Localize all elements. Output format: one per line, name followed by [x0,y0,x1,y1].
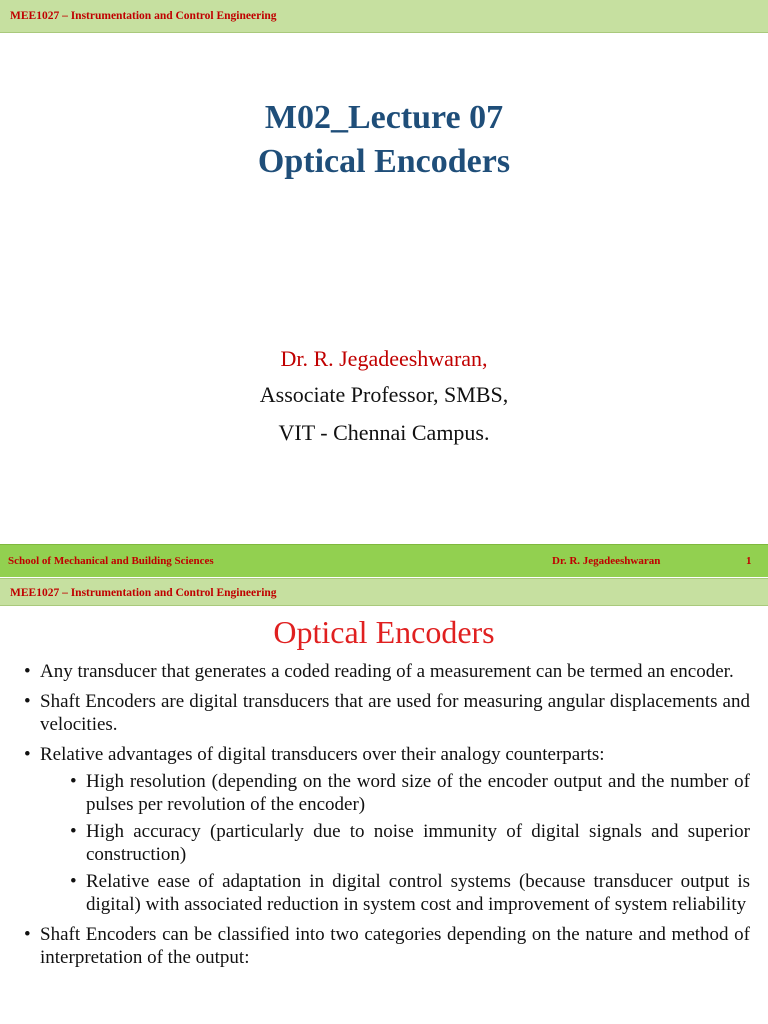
sub-bullet-item: • High accuracy (particularly due to noise immunity of digital signals and superior construction) [68,820,750,866]
lecture-title: M02_Lecture 07 [264,99,504,136]
bullet-item [22,743,750,916]
sub-bullet-item: • Relative ease of adaptation in digital control systems (because transducer output is digital) with associated reduction in system cost and improvement of system reliability [68,870,750,916]
sub-bullet-list [40,770,750,916]
slide-heading: Optical Encoders [273,614,495,650]
sub-bullet-item: • High resolution (depending on the word size of the encoder output and the number of pulses per revolution of the encoder) [68,770,750,816]
bullet-item: • Shaft Encoders can be classified into two categories depending on the nature and method of interpretation of the output: [22,923,750,969]
slide-footer [0,544,768,577]
page-number: 1 [746,555,752,567]
bullet-item: • Shaft Encoders are digital transducers that are used for measuring angular displacements and velocities. [22,690,750,736]
author-role: Associate Professor, SMBS, [259,382,509,407]
footer-school: School of Mechanical and Building Sciences [8,555,214,567]
bullet-list [22,660,750,976]
author-campus: VIT - Chennai Campus. [278,420,490,445]
lecture-subtitle: Optical Encoders [257,143,511,180]
slide-header: MEE1027 – Instrumentation and Control Engineering [0,0,768,33]
footer-author: Dr. R. Jegadeeshwaran [552,555,661,567]
bullet-text: Relative advantages of digital transducers over their analogy counterparts: [40,744,605,765]
slide-content [0,578,768,1024]
author-name: Dr. R. Jegadeeshwaran, [280,346,488,371]
bullet-item: • Any transducer that generates a coded reading of a measurement can be termed an encoder. [22,660,750,683]
slide-header: MEE1027 – Instrumentation and Control Engineering [0,578,768,606]
